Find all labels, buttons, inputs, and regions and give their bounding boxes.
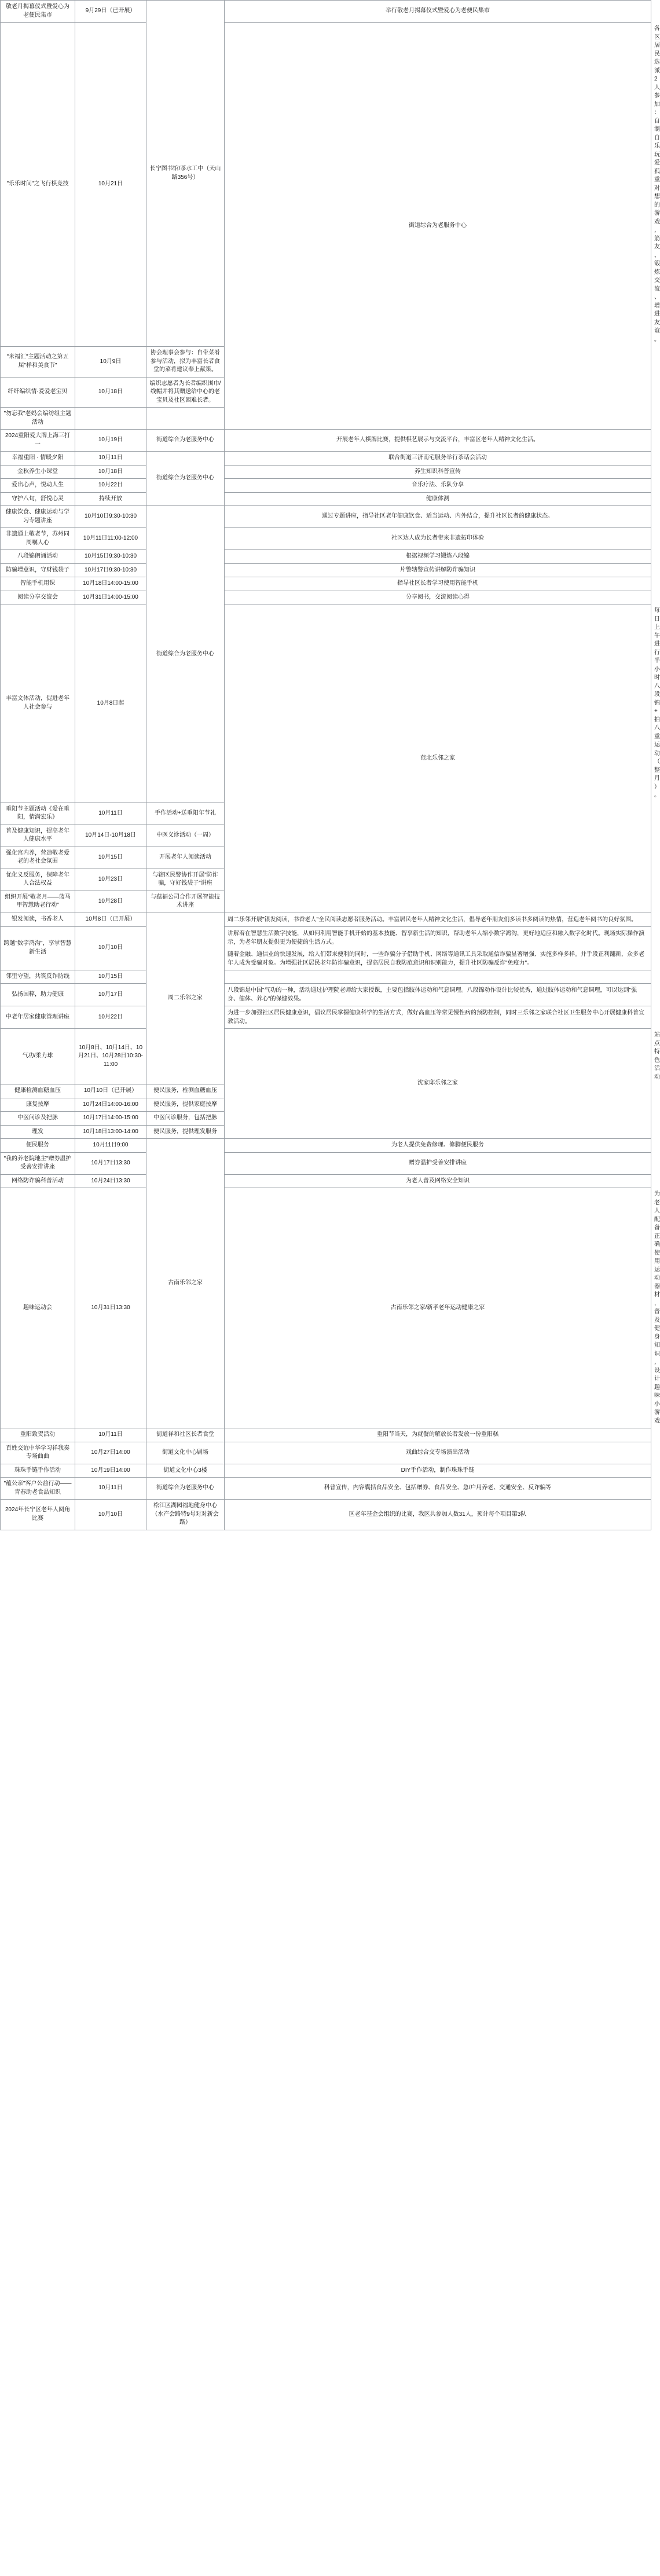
description-paragraph: 八段锦是中国"气功的一种，活动通过护理院老师给大家授课，主要包括肢体运动和气息调理。八段锦动作设计比较优秀，通过肢体运动和气息调理，可以达到"强身、健体、养心"的保健效果。	[228, 987, 637, 1002]
table-row	[1, 430, 651, 452]
table-row	[1, 1442, 651, 1464]
activity-name: 康复按摩	[1, 1098, 75, 1112]
activity-description: 养生知识科普宣传	[225, 465, 651, 479]
activity-place: 街道文化中心3楼	[146, 1464, 225, 1478]
activity-description	[225, 1006, 651, 1029]
activity-description: 开展老年人阅读活动	[146, 847, 225, 869]
table-row	[1, 970, 651, 984]
table-row	[1, 506, 651, 528]
activity-description: 中医问诊服务，包括把脉	[146, 1112, 225, 1126]
activity-time: 10月19日	[75, 430, 146, 452]
activity-place: 范北乐邻之家	[225, 604, 651, 913]
table-row	[1, 1152, 651, 1174]
activity-name: 中老年居家健康管理讲座	[1, 1006, 75, 1029]
table-row	[1, 1428, 651, 1442]
activity-time: 持续开放	[75, 492, 146, 506]
activity-time: 10月11日	[75, 803, 146, 825]
table-row	[1, 1464, 651, 1478]
activity-name: 八段锦朗诵活动	[1, 550, 75, 564]
table-row: "乐乐时间"之飞行棋竞技 10月21日 街道综合为老服务中心 各区居民选派2人参加：自制自乐玩爱孤重对想的游戏，筋友、锻炼交流、增进友谊。	[1, 23, 651, 347]
activity-time: 10月21日	[75, 23, 146, 347]
activity-description: 联合街道三济南宅服务举行茶话会活动	[225, 452, 651, 466]
activity-place: 街道综合为老服务中心	[146, 1478, 225, 1500]
activity-description	[225, 913, 651, 926]
activity-name: 组织开展"敬老月——蓝马甲智慧助老行动"	[1, 891, 75, 913]
activity-place: 街道综合为老服务中心	[146, 506, 225, 803]
activity-name: 守护八旬，舒悦心灵	[1, 492, 75, 506]
activity-description: 与辖区民警协作开展"防诈骗，守好钱袋子"讲座	[146, 869, 225, 891]
activity-time: 10月22日	[75, 479, 146, 493]
activity-time: 10月19日14:00	[75, 1464, 146, 1478]
activity-time: 10月9日	[75, 347, 146, 378]
table-row	[1, 1006, 651, 1029]
activity-time: 10月27日14:00	[75, 1442, 146, 1464]
activity-time: 10月10日（已开展）	[75, 1084, 146, 1098]
activity-time: 10月17日9:30-10:30	[75, 563, 146, 577]
activity-description: 指导社区长者学习使用智能手机	[225, 577, 651, 591]
activity-time: 10月8日（已开展）	[75, 913, 146, 926]
table-row	[1, 913, 651, 926]
activity-description: 科普宣传，内容囊括食品安全、包括赠券、食品安全、急/户用养老、交通安全、反诈骗等	[225, 1478, 651, 1500]
activity-time: 10月11日	[75, 1478, 146, 1500]
activity-name: "蕴公亲"客户公益行动——青春助老食品知识	[1, 1478, 75, 1500]
activity-time: 10月18日	[75, 377, 146, 408]
activity-time: 10月8日起	[75, 604, 146, 803]
activity-name: 丰富文体活动，促进老年人社会参与	[1, 604, 75, 803]
activity-name: "乐乐时间"之飞行棋竞技	[1, 23, 75, 347]
activity-name: 爱出心声，悦动人生	[1, 479, 75, 493]
activity-time: 10月14日-10月18日	[75, 825, 146, 847]
table-row	[1, 479, 651, 493]
activity-description: 赠券温护受善安排讲座	[225, 1152, 651, 1174]
activity-name: 跨越"数字鸿沟"，享掌智慧新生活	[1, 926, 75, 970]
activity-time: 10月23日	[75, 869, 146, 891]
activity-name: 阅读分享交流会	[1, 591, 75, 604]
table-row	[1, 492, 651, 506]
activity-name: 便民服务	[1, 1139, 75, 1153]
activity-description: 分享阅书，交流阅读心得	[225, 591, 651, 604]
activity-place: 松江区湖园福地健身中心（水产会路特9号对对新会路）	[146, 1500, 225, 1530]
activity-name: 中医问诊及把脉	[1, 1112, 75, 1126]
activity-time: 10月17日	[75, 984, 146, 1006]
activity-name: 理发	[1, 1125, 75, 1139]
activity-description: 戏曲综合交专场演出活动	[225, 1442, 651, 1464]
activity-time	[75, 408, 146, 430]
activity-description: 为老人普及网络安全知识	[225, 1174, 651, 1188]
activity-description: 中医义诊活动（一周）	[146, 825, 225, 847]
table-row	[1, 550, 651, 564]
activity-time: 10月31日13:30	[75, 1188, 146, 1428]
activity-description: 便民服务，提供家庭按摩	[146, 1098, 225, 1112]
activity-name: 强化宫内养，营造敬老爱老的老社会氛围	[1, 847, 75, 869]
activity-description: DIY手作活动，制作珠珠手链	[225, 1464, 651, 1478]
table-row	[1, 926, 651, 970]
table-row	[1, 1500, 651, 1530]
activity-description: 与蕴福公司合作开展智能技术讲座	[146, 891, 225, 913]
activity-time: 10月10日	[75, 1500, 146, 1530]
description-paragraph: 讲解着在智慧生活数字技能，从如何利用智能手机开始的基本技能、智享新生活的知识，帮助老年人缩小数字鸿沟，更好地适应和融入数字化时代。现场实际操作演示，为老年朋友提供更为便捷的生活方式。	[228, 930, 644, 946]
activity-name: 气功/柔力球	[1, 1029, 75, 1084]
activity-name: 趣味运动会	[1, 1188, 75, 1428]
activity-name: 2024重阳爱大牌上海三打一	[1, 430, 75, 452]
activity-description	[225, 970, 651, 984]
activity-name: "勿忘我"老妈会编纺组主题活动	[1, 408, 75, 430]
activity-name: 重阳节主题活动《爱在重阳，情满宏乐》	[1, 803, 75, 825]
activity-description: 重阳节当天，为就餐的解放长者发放一份重阳糕	[225, 1428, 651, 1442]
activity-time: 10月15日9:30-10:30	[75, 550, 146, 564]
activity-time: 10月11日	[75, 452, 146, 466]
table-row	[1, 1478, 651, 1500]
activity-time: 10月18日14:00-15:00	[75, 577, 146, 591]
activity-description: 开展老年人棋牌比赛，提供棋艺展示与交流平台，丰富区老年人精神文化生活。	[225, 430, 651, 452]
table-row	[1, 563, 651, 577]
description-paragraph: 随着金融、通信业的快速发展，给人们带来便利的同时，一些诈骗分子借助手机、网络等通讯工具采取通信诈骗显著增强、实施多样多样。并手段正利翻新，众多老年人成为受骗对象。为增强社区居民老年防诈骗意识，提高居民自我防范意识和识别能力，提升社区防骗反诈"免疫力"。	[228, 951, 644, 966]
activity-name: 网络防诈骗科普活动	[1, 1174, 75, 1188]
activity-description	[225, 984, 651, 1006]
activity-name: 智能手机用课	[1, 577, 75, 591]
activity-place: 街道祥和社区长者食堂	[146, 1428, 225, 1442]
activity-place: 古南乐邻之家	[146, 1139, 225, 1428]
activity-name: "米福汇"主题活动之第五届"样和美食节"	[1, 347, 75, 378]
activity-time: 10月31日14:00-15:00	[75, 591, 146, 604]
activity-description	[146, 408, 225, 430]
activity-description: 社区达人成为长者带来非遗拓印体验	[225, 528, 651, 550]
activity-description: 手作活动+送重阳年节礼	[146, 803, 225, 825]
activity-time: 10月8日、10月14日、10月21日、10月28日10:30-11:00	[75, 1029, 146, 1084]
activity-time: 10月11日9:00	[75, 1139, 146, 1153]
activity-place: 街道综合为老服务中心	[146, 452, 225, 506]
activity-time: 10月11日11:00-12:00	[75, 528, 146, 550]
table-row	[1, 591, 651, 604]
activity-time: 10月10日	[75, 926, 146, 970]
activity-description: 举行敬老月揭幕仪式暨爱心为老便民集市	[225, 1, 651, 23]
activity-name: 优化义反服务，保障老年人合法权益	[1, 869, 75, 891]
activity-name: 百姓交谊中华学习祥我奏专场曲曲	[1, 1442, 75, 1464]
activity-time: 10月22日	[75, 1006, 146, 1029]
activity-time: 10月24日13:30	[75, 1174, 146, 1188]
table-row	[1, 1, 651, 23]
activity-name: 纤纤编织情·爱爱老宝贝	[1, 377, 75, 408]
activity-name: 重阳致贺活动	[1, 1428, 75, 1442]
activity-description: 片警辖警宣传讲解防诈骗知识	[225, 563, 651, 577]
table-row: 丰富文体活动，促进老年人社会参与 10月8日起 范北乐邻之家 每日上午进行半小时八段锦+拍八重运动（整月）。	[1, 604, 651, 803]
activity-description: 根据视频学习锻炼八段锦	[225, 550, 651, 564]
activity-name: "我的养老院地主"赠券温护受善安排讲座	[1, 1152, 75, 1174]
activity-time: 10月15日	[75, 847, 146, 869]
activity-description: 协会理事会参与：自带菜肴参与活动，拟为丰富长者食堂的菜肴建议奉上献策。	[146, 347, 225, 378]
activity-place: 沈家邸乐邻之家	[225, 1029, 651, 1139]
table-row	[1, 528, 651, 550]
activity-description: 健康体测	[225, 492, 651, 506]
activity-name: 银发阅读，书香老人	[1, 913, 75, 926]
activity-place: 街道综合为老服务中心	[146, 430, 225, 452]
activity-place: 街道文化中心剧场	[146, 1442, 225, 1464]
activity-name: 邻里守望，共筑反诈防线	[1, 970, 75, 984]
activity-name: 金秋养生小课堂	[1, 465, 75, 479]
description-paragraph: 为进一步加强社区居民健康意识，倡议居民掌握健康科学的生活方式，做好高血压等常见慢性病的预防控制，同时三乐邻之家联合社区卫生服务中心开展健康科普宣教活动。	[228, 1010, 644, 1025]
activity-name: 非遗通上敬老节，苏州同周嘱人心	[1, 528, 75, 550]
activity-name: 防骗增意识，守财钱袋子	[1, 563, 75, 577]
description-paragraph: 周二乐邻开展"银发阅读，书香老人"全民阅读志愿者服务活动。丰富居民老年人精神文化生活，倡导老年朋友们多读书多阅读的热情，营造老年阅书的良好氛围。	[228, 916, 637, 923]
activity-time: 10月18日13:00-14:00	[75, 1125, 146, 1139]
activity-place: 周二乐邻之家	[146, 913, 225, 1084]
activity-description: 区老年基金会组织的比赛，我区共参加人数31人，预计每个项目第3队	[225, 1500, 651, 1530]
activity-place: 街道综合为老服务中心	[225, 23, 651, 430]
activity-description: 便民服务，检测血糖血压	[146, 1084, 225, 1098]
table-row	[1, 1139, 651, 1153]
activity-time: 10月17日13:30	[75, 1152, 146, 1174]
activity-time: 10月18日	[75, 465, 146, 479]
activity-time: 10月15日	[75, 970, 146, 984]
activity-place: 古南乐邻之家/新孝老年运动健康之家	[225, 1188, 651, 1428]
activity-description	[225, 926, 651, 970]
activity-name: 健康检测血糖血压	[1, 1084, 75, 1098]
activity-description: 编织志愿者为长者编织围巾/线帽并将其赠送给中心的老宝贝及社区困难长者。	[146, 377, 225, 408]
activity-description: 通过专题讲座，指导社区老年健康饮食、适当运动、内外结合，提升社区长者的健康状态。	[225, 506, 651, 528]
table-row: 气功/柔力球 10月8日、10月14日、10月21日、10月28日10:30-11:00 沈家邸乐邻之家 站点特色活动	[1, 1029, 651, 1084]
activity-description: 为老人提供免费修理、修脚便民服务	[225, 1139, 651, 1153]
activity-time: 9月29日（已开展）	[75, 1, 146, 23]
table-row	[1, 577, 651, 591]
activity-time: 10月28日	[75, 891, 146, 913]
activity-description: 便民服务，提供理发服务	[146, 1125, 225, 1139]
activity-name: 2024年长宁区老年人阅角比赛	[1, 1500, 75, 1530]
table-row	[1, 984, 651, 1006]
activity-name: 珠珠手链手作活动	[1, 1464, 75, 1478]
activity-time: 10月17日14:00-15:00	[75, 1112, 146, 1126]
table-row	[1, 1174, 651, 1188]
table-row	[1, 452, 651, 466]
activity-name: 健康饮食、健康运动与学习专题讲座	[1, 506, 75, 528]
activity-description: 音乐疗法、乐队分享	[225, 479, 651, 493]
table-row: 趣味运动会 10月31日13:30 古南乐邻之家/新孝老年运动健康之家 为老人配备正确使用运动器材，普及健身知识，设计趣味小游戏	[1, 1188, 651, 1428]
activity-name: 幸福重阳 · 情暖夕阳	[1, 452, 75, 466]
activity-time: 10月10日9:30-10:30	[75, 506, 146, 528]
activity-name: 敬老月揭幕仪式暨爱心为老便民集市	[1, 1, 75, 23]
activity-name: 普及健康知识，提高老年人健康水平	[1, 825, 75, 847]
activity-time: 10月11日	[75, 1428, 146, 1442]
table-row	[1, 465, 651, 479]
activity-place: 长宁图书馆/茶水工中（天山路356号）	[146, 1, 225, 347]
activity-time: 10月24日14:00-16:00	[75, 1098, 146, 1112]
activity-name: 弘扬国粹，助力健康	[1, 984, 75, 1006]
